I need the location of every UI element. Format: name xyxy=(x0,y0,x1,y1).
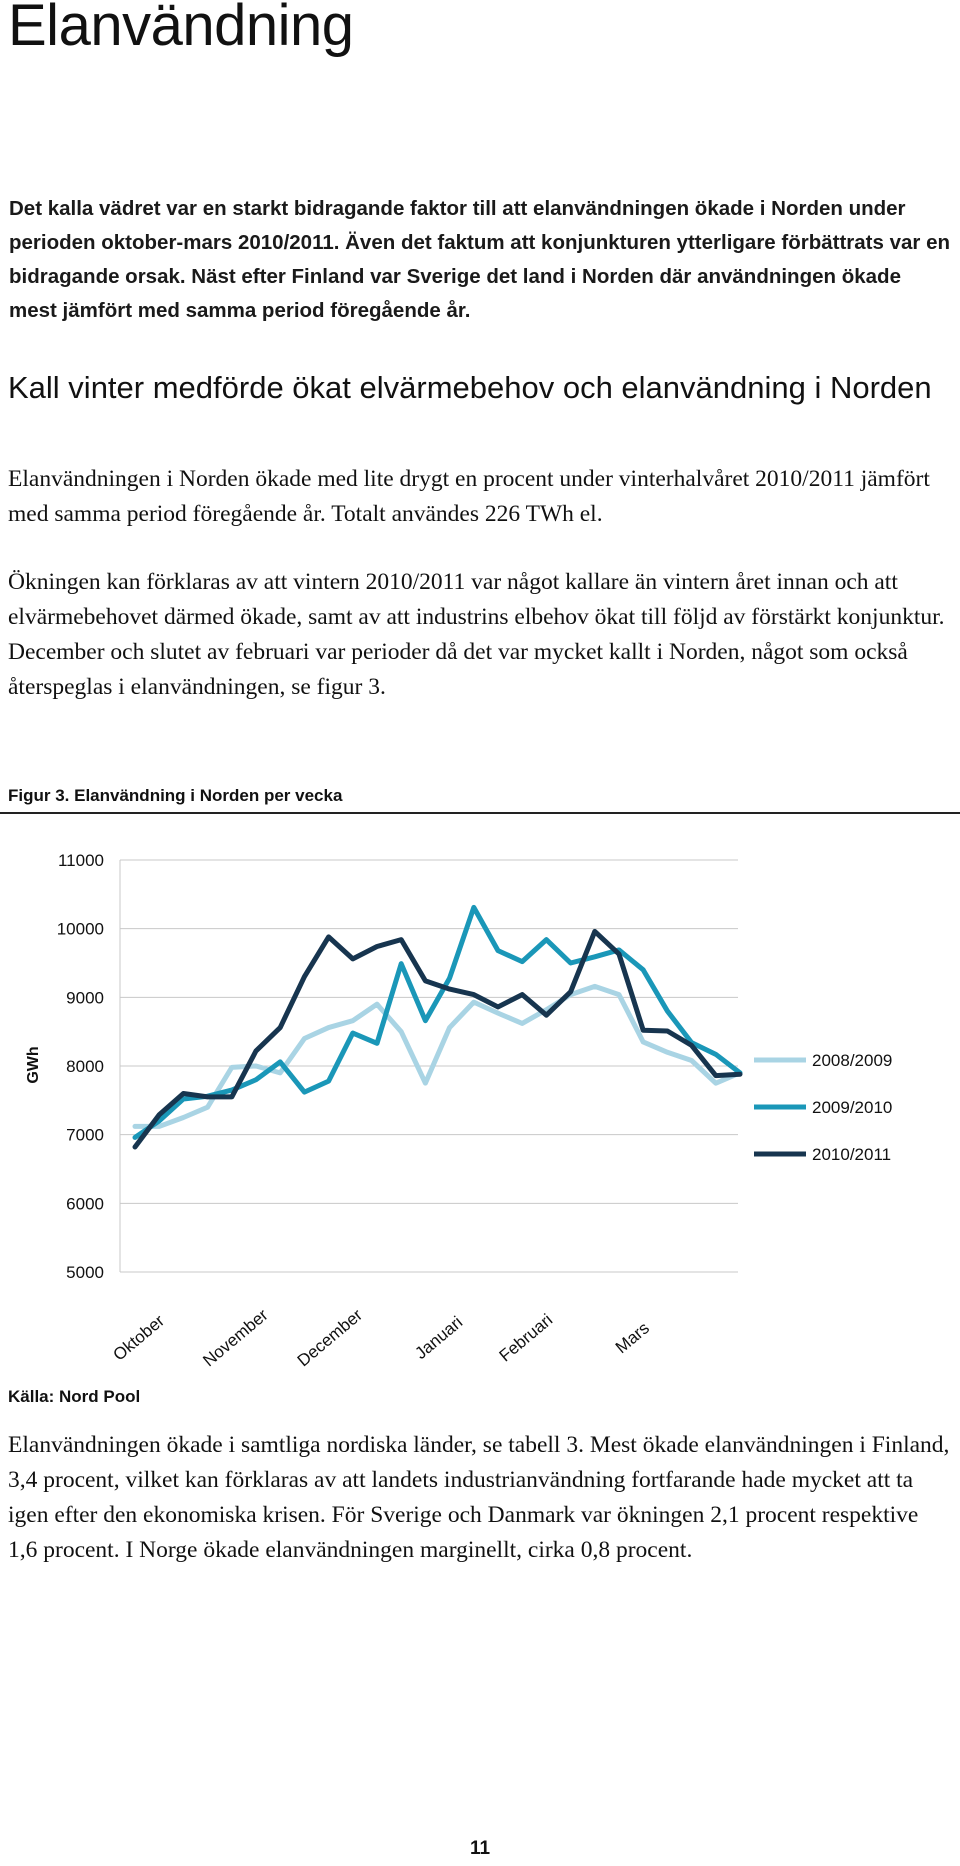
x-tick-label: December xyxy=(293,1305,367,1370)
x-tick-label: November xyxy=(199,1305,272,1370)
y-tick-label: 9000 xyxy=(66,988,104,1008)
chart-legend xyxy=(754,1051,892,1164)
chart-series xyxy=(135,907,740,1147)
body-paragraph-1: Elanvändningen i Norden ökade med lite drygt en procent under vinterhalvåret 2010/2011 jämfört med samma period föregående år. Totalt användes 226 TWh el. xyxy=(8,466,930,527)
lead-paragraph: Det kalla vädret var en starkt bidragande faktor till att elanvändningen ökade i Norden under perioden oktober-mars 2010/2011. Även det faktum att konjunkturen ytterligare förbättrats var en bidragande orsak. Näst efter Finland var Sverige det land i Norden där användningen ökade mest jämfört med samma period föregående år. xyxy=(9,197,951,322)
body-paragraph-2: Ökningen kan förklaras av att vintern 2010/2011 var något kallare än vintern året innan och att elvärmebehovet därmed ökade, samt av att industrins elbehov ökat till följd av förstärkt konjunktur. December och slutet av februari var perioder då det var mycket kallt i Norden, något som också återspeglas i elanvändningen, se figur 3. xyxy=(8,569,945,700)
y-axis-label: GWh xyxy=(25,1046,42,1084)
series-line-2009-2010 xyxy=(135,907,740,1137)
legend-label: 2008/2009 xyxy=(812,1051,893,1070)
legend-label: 2010/2011 xyxy=(812,1145,892,1164)
x-tick-label: Mars xyxy=(611,1318,653,1358)
y-tick-label: 8000 xyxy=(66,1057,104,1076)
x-tick-label: Februari xyxy=(495,1310,557,1366)
chart-gridlines xyxy=(120,860,738,1272)
y-axis-ticks xyxy=(57,851,104,1282)
x-tick-label: Januari xyxy=(411,1312,467,1363)
y-tick-label: 7000 xyxy=(66,1125,104,1145)
y-tick-label: 10000 xyxy=(56,919,104,939)
figure-caption: Figur 3. Elanvändning i Norden per vecka xyxy=(8,786,343,805)
y-tick-label: 5000 xyxy=(66,1263,104,1282)
y-tick-label: 11000 xyxy=(57,851,104,870)
series-line-2008-2009 xyxy=(135,986,740,1126)
legend-label: 2009/2010 xyxy=(812,1098,893,1117)
body-paragraph-3: Elanvändningen ökade i samtliga nordiska länder, se tabell 3. Mest ökade elanvändningen i Finland, 3,4 procent, vilket kan förklaras av att landets industrianvändning fortfarande hade mycket att ta igen efter den ekonomiska krisen. För Sverige och Danmark var ökningen 2,1 procent respektive 1,6 procent. I Norge ökade elanvändningen marginellt, cirka 0,8 procent. xyxy=(8,1432,950,1563)
y-tick-label: 6000 xyxy=(66,1194,104,1214)
series-line-2010-2011 xyxy=(135,931,740,1147)
line-chart xyxy=(0,830,960,1370)
section-heading: Kall vinter medförde ökat elvärmebehov och elanvändning i Norden xyxy=(8,370,932,405)
page-title: Elanvändning xyxy=(8,0,354,58)
x-tick-label: Oktober xyxy=(109,1311,168,1365)
source-note: Källa: Nord Pool xyxy=(8,1387,141,1406)
page-number: 11 xyxy=(469,1838,491,1859)
x-axis-month-labels xyxy=(109,1305,653,1370)
figure-divider xyxy=(0,812,960,814)
